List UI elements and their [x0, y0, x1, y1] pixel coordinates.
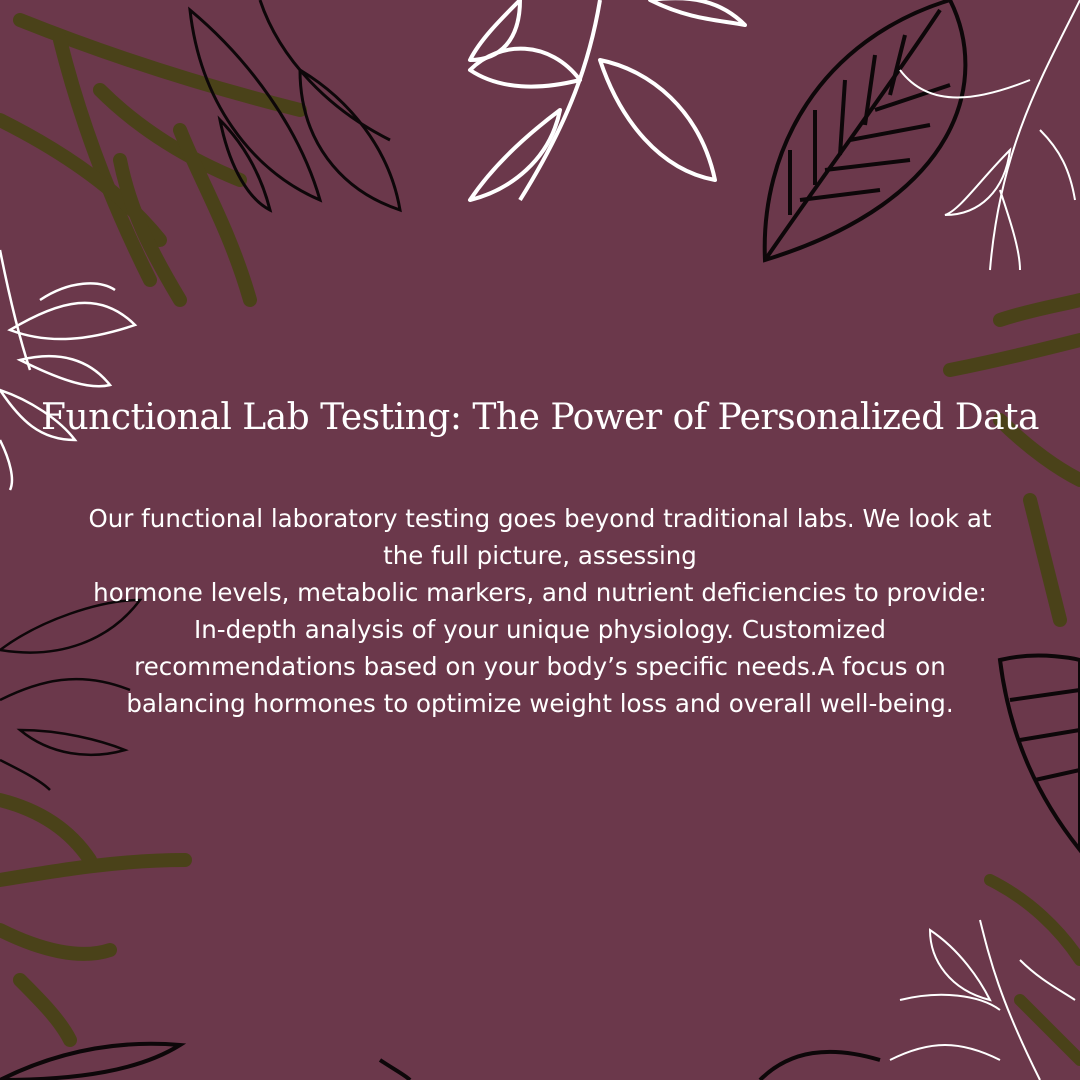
paragraph-line: balancing hormones to optimize weight loss and overall well-being. — [126, 689, 954, 718]
paragraph-line: recommendations based on your body’s specific needs.A focus on — [134, 652, 946, 681]
paragraph-line: the full picture, assessing — [383, 541, 697, 570]
body-paragraph — [60, 500, 1020, 722]
paragraph-line: hormone levels, metabolic markers, and nutrient deficiencies to provide: — [93, 578, 987, 607]
page-title: Functional Lab Testing: The Power of Personalized Data — [41, 397, 1039, 438]
paragraph-line: In-depth analysis of your unique physiology. Customized — [194, 615, 886, 644]
paragraph-line: Our functional laboratory testing goes beyond traditional labs. We look at — [88, 504, 992, 533]
